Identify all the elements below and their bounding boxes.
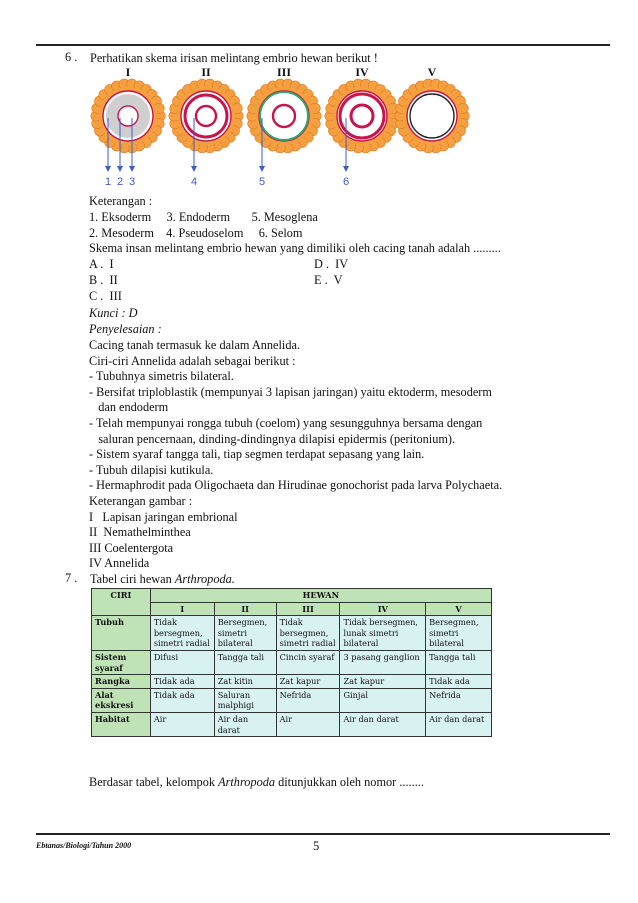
- table-cell: Air dan darat: [214, 712, 276, 736]
- table-cell: Zat kitin: [214, 675, 276, 689]
- q6-stem: Skema insan melintang embrio hewan yang dimiliki oleh cacing tanah adalah .........: [89, 241, 501, 255]
- solution-line: Keterangan gambar :: [89, 494, 193, 508]
- pointer-number: 4: [190, 176, 198, 188]
- pointer-number: 2: [116, 176, 124, 188]
- top-rule: [36, 44, 610, 46]
- q7-stem: [89, 774, 424, 790]
- table-row: [92, 688, 492, 712]
- q7-question-prefix: Tabel ciri hewan: [90, 572, 175, 586]
- pointer-number: 3: [128, 176, 136, 188]
- option-e[interactable]: E . V: [314, 273, 343, 287]
- option-c[interactable]: C . III: [89, 289, 122, 303]
- col-header: II: [214, 602, 276, 616]
- table-cell: Air: [150, 712, 214, 736]
- table-cell: Tangga tali: [426, 650, 492, 674]
- col-header: III: [276, 602, 340, 616]
- ciri-header: CIRI: [92, 589, 151, 616]
- arrow-head: [191, 166, 197, 172]
- q7-stem-suffix: ditunjukkan oleh nomor ........: [275, 775, 424, 789]
- table-cell: 3 pasang ganglion: [340, 650, 426, 674]
- keterangan-line-2: 2. Mesoderm 4. Pseudoselom 6. Selom: [89, 226, 303, 240]
- gut-circle: [351, 105, 373, 127]
- keterangan-title: Keterangan :: [89, 194, 153, 208]
- q7-stem-italic: Arthropoda: [218, 775, 276, 789]
- solution-line: - Tubuhnya simetris bilateral.: [89, 369, 234, 384]
- table-cell: Tidak ada: [150, 675, 214, 689]
- table-cell: Air: [276, 712, 340, 736]
- table-header-row: [92, 589, 492, 603]
- table-row: [92, 616, 492, 651]
- row-label: Rangka: [92, 675, 151, 689]
- footer-source: Ebtanas/Biologi/Tahun 2000: [36, 841, 132, 850]
- table-cell: Saluran malphigi: [214, 688, 276, 712]
- option-d[interactable]: D . IV: [314, 257, 349, 271]
- q6-question: Perhatikan skema irisan melintang embrio hewan berikut !: [90, 51, 378, 65]
- roman-label: V: [427, 66, 437, 79]
- col-header: I: [150, 602, 214, 616]
- keterangan-line-1: 1. Eksoderm 3. Endoderm 5. Mesoglena: [89, 210, 318, 224]
- table-cell: Ginjal: [340, 688, 426, 712]
- solution-line: I Lapisan jaringan embrional: [89, 509, 238, 524]
- table-cell: Bersegmen, simetri bilateral: [426, 616, 492, 651]
- roman-label: IV: [355, 66, 369, 79]
- gut-circle: [196, 106, 216, 126]
- solution-line: III Coelentergota: [89, 540, 174, 555]
- bottom-rule: [36, 833, 610, 835]
- arrow-head: [129, 166, 135, 172]
- pointer-number: 5: [258, 176, 266, 188]
- answer-key: Kunci : D: [89, 306, 138, 320]
- pointer-number: 6: [342, 176, 350, 188]
- gut-circle: [273, 105, 295, 127]
- table-cell: Bersegmen, simetri bilateral: [214, 616, 276, 651]
- table-row: [92, 675, 492, 689]
- col-header: IV: [340, 602, 426, 616]
- solution-line: Ciri-ciri Annelida adalah sebagai berikut :: [89, 353, 296, 368]
- table-cell: Nefrida: [426, 688, 492, 712]
- solution-line: saluran pencernaan, dinding-dindingnya dilapisi epidermis (peritonium).: [89, 431, 456, 446]
- hewan-header: HEWAN: [150, 589, 491, 603]
- solution-line: - Bersifat triploblastik (mempunyai 3 lapisan jaringan) yaitu ektoderm, mesoderm: [89, 384, 492, 399]
- q7-question: [90, 571, 235, 587]
- solution-line: II Nemathelminthea: [89, 525, 191, 540]
- table-cell: Difusi: [150, 650, 214, 674]
- solution-line: - Tubuh dilapisi kutikula.: [89, 462, 214, 477]
- embryo-cross-section-diagram: [80, 66, 470, 190]
- arrow-head: [105, 166, 111, 172]
- row-label: Alat ekskresi: [92, 688, 151, 712]
- table-cell: Air dan darat: [426, 712, 492, 736]
- roman-label: III: [276, 66, 292, 79]
- roman-label: II: [201, 66, 211, 79]
- table-cell: Tidak ada: [150, 688, 214, 712]
- table-row: [92, 712, 492, 736]
- option-a[interactable]: A . I: [89, 257, 114, 271]
- solution-line: dan endoderm: [89, 400, 169, 415]
- solution-line: IV Annelida: [89, 556, 150, 571]
- option-b[interactable]: B . II: [89, 273, 118, 287]
- solution-line: Cacing tanah termasuk ke dalam Annelida.: [89, 338, 301, 352]
- pointer-number: 1: [104, 176, 112, 188]
- table-subheader-row: [92, 602, 492, 616]
- table-cell: Zat kapur: [340, 675, 426, 689]
- table-cell: Tidak bersegmen, simetri radial: [276, 616, 340, 651]
- gut-circle: [118, 106, 138, 126]
- solution-line: - Sistem syaraf tangga tali, tiap segmen terdapat sepasang yang lain.: [89, 447, 425, 462]
- arrow-head: [259, 166, 265, 172]
- q7-stem-prefix: Berdasar tabel, kelompok: [89, 775, 219, 789]
- row-label: Sistem syaraf: [92, 650, 151, 674]
- table-cell: Tidak bersegmen, simetri radial: [150, 616, 214, 651]
- table-row: [92, 650, 492, 674]
- row-label: Habitat: [92, 712, 151, 736]
- table-cell: Tangga tali: [214, 650, 276, 674]
- table-cell: Air dan darat: [340, 712, 426, 736]
- table-cell: Cincin syaraf: [276, 650, 340, 674]
- solution-heading: Penyelesaian :: [89, 322, 162, 336]
- table-cell: Nefrida: [276, 688, 340, 712]
- page-number: 5: [313, 839, 320, 853]
- q6-number: 6 .: [65, 50, 78, 64]
- table-cell: Tidak bersegmen, lunak simetri bilateral: [340, 616, 426, 651]
- roman-label: I: [125, 66, 131, 79]
- q7-number: 7 .: [65, 571, 78, 585]
- q7-question-italic: Arthropoda.: [174, 572, 235, 586]
- arrow-head: [117, 166, 123, 172]
- arthropoda-table: [91, 588, 492, 737]
- arrow-head: [343, 166, 349, 172]
- col-header: V: [426, 602, 492, 616]
- inner-cavity: [407, 91, 457, 141]
- row-label: Tubuh: [92, 616, 151, 651]
- solution-line: - Hermaphrodit pada Oligochaeta dan Hirudinae gonochorist pada larva Polychaeta.: [89, 478, 503, 493]
- table-cell: Tidak ada: [426, 675, 492, 689]
- solution-line: - Telah mempunyai rongga tubuh (coelom) yang sesungguhnya bersama dengan: [89, 416, 483, 430]
- table-cell: Zat kapur: [276, 675, 340, 689]
